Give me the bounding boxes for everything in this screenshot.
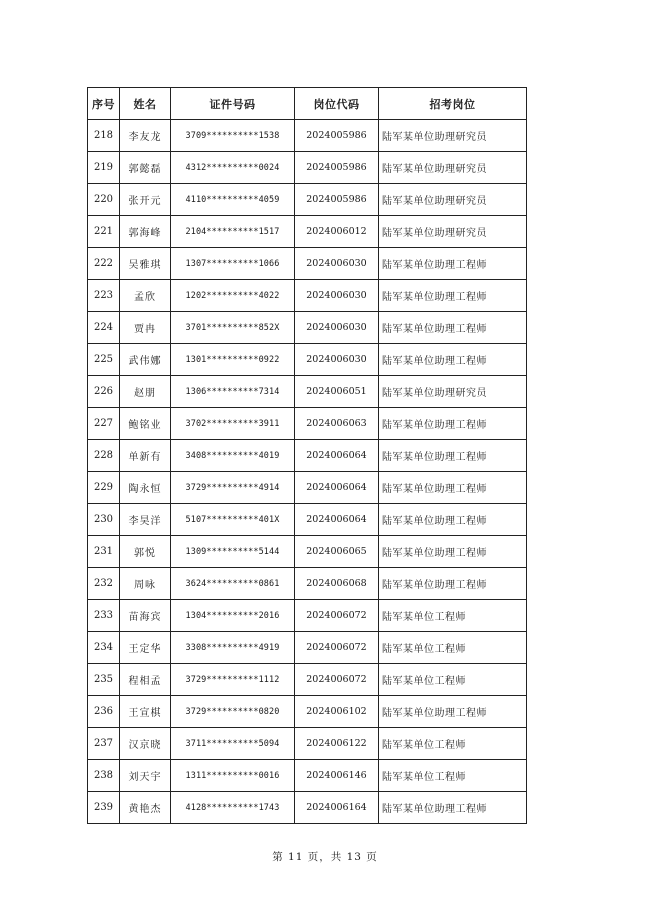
post-title-cell: 陆军某单位助理工程师 bbox=[379, 696, 527, 728]
table-row bbox=[88, 408, 527, 440]
id-number-cell: 3729**********0820 bbox=[171, 696, 295, 728]
name-cell: 郭懿磊 bbox=[120, 152, 171, 184]
id-number-cell: 1202**********4022 bbox=[171, 280, 295, 312]
post-code-cell: 2024006064 bbox=[295, 472, 379, 504]
id-number-cell: 1304**********2016 bbox=[171, 600, 295, 632]
table-row bbox=[88, 728, 527, 760]
name-cell: 刘天宇 bbox=[120, 760, 171, 792]
post-title-cell: 陆军某单位助理工程师 bbox=[379, 312, 527, 344]
id-number-cell: 1306**********7314 bbox=[171, 376, 295, 408]
seq-cell: 229 bbox=[88, 472, 120, 504]
table-row bbox=[88, 120, 527, 152]
post-code-cell: 2024006122 bbox=[295, 728, 379, 760]
post-code-cell: 2024005986 bbox=[295, 184, 379, 216]
id-number-cell: 1307**********1066 bbox=[171, 248, 295, 280]
seq-cell: 219 bbox=[88, 152, 120, 184]
table-row bbox=[88, 536, 527, 568]
header-post-code: 岗位代码 bbox=[295, 88, 379, 120]
post-title-cell: 陆军某单位助理研究员 bbox=[379, 152, 527, 184]
id-number-cell: 1309**********5144 bbox=[171, 536, 295, 568]
seq-cell: 233 bbox=[88, 600, 120, 632]
id-number-cell: 3729**********1112 bbox=[171, 664, 295, 696]
name-cell: 陶永恒 bbox=[120, 472, 171, 504]
table-row bbox=[88, 696, 527, 728]
table-row bbox=[88, 376, 527, 408]
seq-cell: 223 bbox=[88, 280, 120, 312]
seq-cell: 224 bbox=[88, 312, 120, 344]
post-code-cell: 2024006063 bbox=[295, 408, 379, 440]
header-id-number: 证件号码 bbox=[171, 88, 295, 120]
table-row bbox=[88, 632, 527, 664]
name-cell: 单新有 bbox=[120, 440, 171, 472]
post-code-cell: 2024006065 bbox=[295, 536, 379, 568]
table-body bbox=[88, 120, 527, 824]
post-code-cell: 2024006064 bbox=[295, 440, 379, 472]
post-title-cell: 陆军某单位助理工程师 bbox=[379, 568, 527, 600]
id-number-cell: 3729**********4914 bbox=[171, 472, 295, 504]
post-code-cell: 2024006102 bbox=[295, 696, 379, 728]
post-code-cell: 2024006072 bbox=[295, 600, 379, 632]
table-row bbox=[88, 184, 527, 216]
post-code-cell: 2024006072 bbox=[295, 632, 379, 664]
table-row bbox=[88, 472, 527, 504]
post-title-cell: 陆军某单位助理工程师 bbox=[379, 408, 527, 440]
name-cell: 黄艳杰 bbox=[120, 792, 171, 824]
seq-cell: 239 bbox=[88, 792, 120, 824]
seq-cell: 232 bbox=[88, 568, 120, 600]
table-row bbox=[88, 344, 527, 376]
post-code-cell: 2024006030 bbox=[295, 312, 379, 344]
post-code-cell: 2024006051 bbox=[295, 376, 379, 408]
name-cell: 赵朋 bbox=[120, 376, 171, 408]
post-code-cell: 2024006030 bbox=[295, 248, 379, 280]
post-code-cell: 2024006068 bbox=[295, 568, 379, 600]
seq-cell: 222 bbox=[88, 248, 120, 280]
table-row bbox=[88, 792, 527, 824]
name-cell: 武伟娜 bbox=[120, 344, 171, 376]
post-title-cell: 陆军某单位工程师 bbox=[379, 600, 527, 632]
post-code-cell: 2024005986 bbox=[295, 152, 379, 184]
id-number-cell: 3711**********5094 bbox=[171, 728, 295, 760]
post-code-cell: 2024006030 bbox=[295, 344, 379, 376]
id-number-cell: 3308**********4919 bbox=[171, 632, 295, 664]
name-cell: 苗海宾 bbox=[120, 600, 171, 632]
table-row bbox=[88, 216, 527, 248]
name-cell: 吴雅琪 bbox=[120, 248, 171, 280]
name-cell: 贾冉 bbox=[120, 312, 171, 344]
id-number-cell: 4110**********4059 bbox=[171, 184, 295, 216]
name-cell: 孟欣 bbox=[120, 280, 171, 312]
seq-cell: 237 bbox=[88, 728, 120, 760]
post-code-cell: 2024006072 bbox=[295, 664, 379, 696]
name-cell: 郭悦 bbox=[120, 536, 171, 568]
table-row bbox=[88, 600, 527, 632]
post-title-cell: 陆军某单位助理研究员 bbox=[379, 376, 527, 408]
name-cell: 周咏 bbox=[120, 568, 171, 600]
post-title-cell: 陆军某单位助理工程师 bbox=[379, 344, 527, 376]
post-title-cell: 陆军某单位助理工程师 bbox=[379, 504, 527, 536]
candidate-table bbox=[87, 87, 527, 824]
name-cell: 汉京晓 bbox=[120, 728, 171, 760]
post-title-cell: 陆军某单位助理工程师 bbox=[379, 248, 527, 280]
post-code-cell: 2024006146 bbox=[295, 760, 379, 792]
id-number-cell: 3408**********4019 bbox=[171, 440, 295, 472]
post-code-cell: 2024005986 bbox=[295, 120, 379, 152]
name-cell: 鲍铭业 bbox=[120, 408, 171, 440]
post-title-cell: 陆军某单位工程师 bbox=[379, 632, 527, 664]
post-title-cell: 陆军某单位助理研究员 bbox=[379, 120, 527, 152]
table-row bbox=[88, 568, 527, 600]
post-code-cell: 2024006012 bbox=[295, 216, 379, 248]
table-row bbox=[88, 280, 527, 312]
table-row bbox=[88, 664, 527, 696]
table-row bbox=[88, 440, 527, 472]
table-header-row bbox=[88, 88, 527, 120]
seq-cell: 226 bbox=[88, 376, 120, 408]
id-number-cell: 3701**********852X bbox=[171, 312, 295, 344]
id-number-cell: 5107**********401X bbox=[171, 504, 295, 536]
seq-cell: 221 bbox=[88, 216, 120, 248]
seq-cell: 220 bbox=[88, 184, 120, 216]
table-row bbox=[88, 312, 527, 344]
post-title-cell: 陆军某单位助理工程师 bbox=[379, 472, 527, 504]
id-number-cell: 3702**********3911 bbox=[171, 408, 295, 440]
page-number-footer: 第 11 页，共 13 页 bbox=[272, 851, 378, 863]
header-name: 姓名 bbox=[120, 88, 171, 120]
post-title-cell: 陆军某单位助理研究员 bbox=[379, 216, 527, 248]
name-cell: 程相孟 bbox=[120, 664, 171, 696]
post-title-cell: 陆军某单位助理工程师 bbox=[379, 280, 527, 312]
post-code-cell: 2024006030 bbox=[295, 280, 379, 312]
name-cell: 王定华 bbox=[120, 632, 171, 664]
seq-cell: 234 bbox=[88, 632, 120, 664]
name-cell: 郭海峰 bbox=[120, 216, 171, 248]
seq-cell: 236 bbox=[88, 696, 120, 728]
id-number-cell: 3624**********0861 bbox=[171, 568, 295, 600]
id-number-cell: 4128**********1743 bbox=[171, 792, 295, 824]
name-cell: 李昊洋 bbox=[120, 504, 171, 536]
header-post-title: 招考岗位 bbox=[379, 88, 527, 120]
post-title-cell: 陆军某单位工程师 bbox=[379, 664, 527, 696]
id-number-cell: 1301**********0922 bbox=[171, 344, 295, 376]
seq-cell: 235 bbox=[88, 664, 120, 696]
post-title-cell: 陆军某单位工程师 bbox=[379, 760, 527, 792]
table-row bbox=[88, 152, 527, 184]
id-number-cell: 3709**********1538 bbox=[171, 120, 295, 152]
header-seq: 序号 bbox=[88, 88, 120, 120]
post-title-cell: 陆军某单位助理工程师 bbox=[379, 792, 527, 824]
name-cell: 李友龙 bbox=[120, 120, 171, 152]
seq-cell: 225 bbox=[88, 344, 120, 376]
post-title-cell: 陆军某单位助理研究员 bbox=[379, 184, 527, 216]
post-code-cell: 2024006064 bbox=[295, 504, 379, 536]
name-cell: 王宣棋 bbox=[120, 696, 171, 728]
name-cell: 张开元 bbox=[120, 184, 171, 216]
table-row bbox=[88, 760, 527, 792]
seq-cell: 231 bbox=[88, 536, 120, 568]
id-number-cell: 2104**********1517 bbox=[171, 216, 295, 248]
seq-cell: 238 bbox=[88, 760, 120, 792]
table-row bbox=[88, 248, 527, 280]
post-title-cell: 陆军某单位助理工程师 bbox=[379, 536, 527, 568]
seq-cell: 230 bbox=[88, 504, 120, 536]
table-row bbox=[88, 504, 527, 536]
post-title-cell: 陆军某单位助理工程师 bbox=[379, 440, 527, 472]
id-number-cell: 1311**********0016 bbox=[171, 760, 295, 792]
post-title-cell: 陆军某单位工程师 bbox=[379, 728, 527, 760]
seq-cell: 227 bbox=[88, 408, 120, 440]
seq-cell: 218 bbox=[88, 120, 120, 152]
seq-cell: 228 bbox=[88, 440, 120, 472]
id-number-cell: 4312**********0024 bbox=[171, 152, 295, 184]
post-code-cell: 2024006164 bbox=[295, 792, 379, 824]
